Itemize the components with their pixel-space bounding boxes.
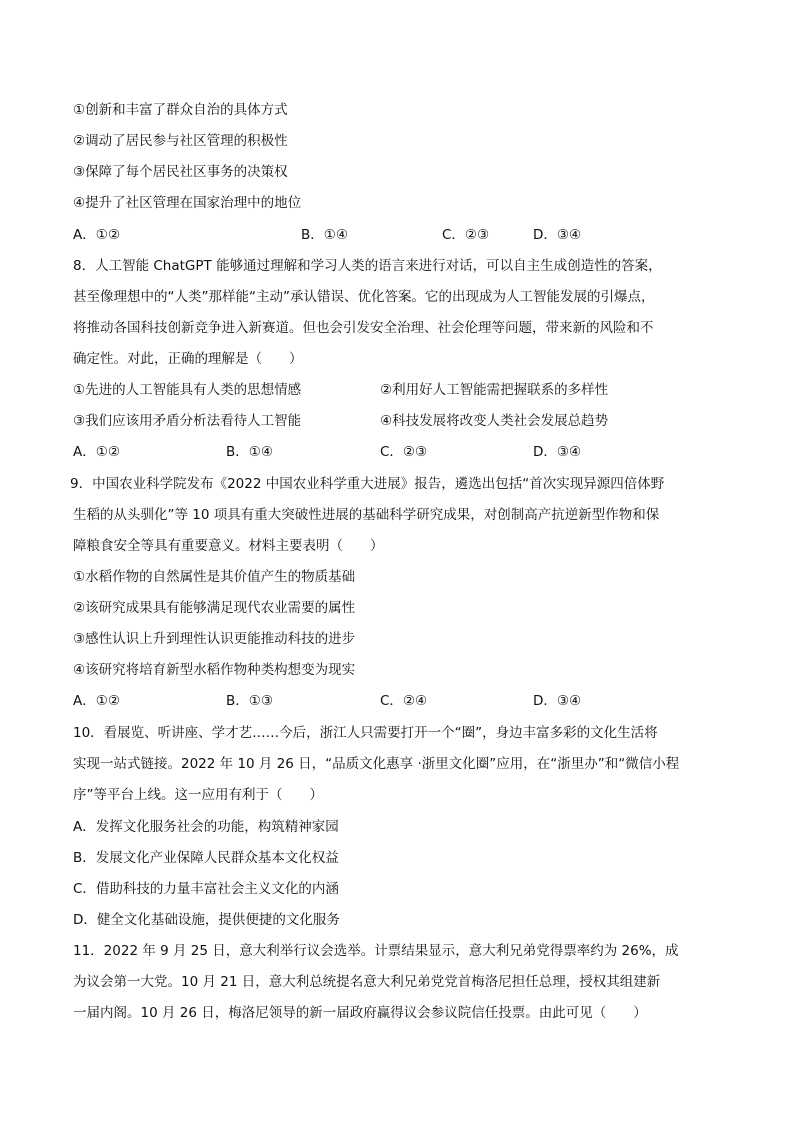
q9-statement-1: ①水稻作物的自然属性是其价值产生的物质基础 bbox=[73, 569, 356, 585]
q7-statement-4: ④提升了社区管理在国家治理中的地位 bbox=[73, 195, 302, 211]
q9-option-d[interactable]: D．③④ bbox=[533, 693, 582, 709]
q8-option-d[interactable]: D．③④ bbox=[533, 444, 582, 460]
q9-option-c[interactable]: C．②④ bbox=[380, 693, 428, 709]
q9-option-b[interactable]: B．①③ bbox=[226, 693, 273, 709]
q7-statement-1: ①创新和丰富了群众自治的具体方式 bbox=[73, 102, 288, 118]
q11-stem-line-3: 一届内阁。10 月 26 日，梅洛尼领导的新一届政府赢得议会参议院信任投票。由此可见（ ） bbox=[73, 1005, 647, 1021]
q9-options bbox=[73, 691, 733, 711]
q10-stem-line-2: 实现一站式链接。2022 年 10 月 26 日，“品质文化惠享 ·浙里文化圈”应用，在“浙里办”和“微信小程 bbox=[73, 756, 680, 772]
q7-option-d[interactable]: D．③④ bbox=[533, 227, 582, 243]
q8-statement-2: ②利用好人工智能需把握联系的多样性 bbox=[380, 382, 609, 398]
q7-statement-3: ③保障了每个居民社区事务的决策权 bbox=[73, 164, 288, 180]
q11-stem-line-1: 11．2022 年 9 月 25 日，意大利举行议会选举。计票结果显示，意大利兄弟党得票率约为 26%，成 bbox=[73, 943, 679, 959]
q9-stem-line-2: 生稻的从头驯化”等 10 项具有重大突破性进展的基础科学研究成果，对创制高产抗逆新型作物和保 bbox=[73, 507, 660, 523]
q10-option-b[interactable]: B．发展文化产业保障人民群众基本文化权益 bbox=[73, 850, 339, 866]
q10-stem-line-1: 10．看展览、听讲座、学才艺……今后，浙江人只需要打开一个“圈”，身边丰富多彩的文化生活将 bbox=[73, 725, 658, 741]
q7-option-a[interactable]: A．①② bbox=[73, 227, 120, 243]
q9-stem-line-1: 9．中国农业科学院发布《2022 中国农业科学重大进展》报告，遴选出包括“首次实现异源四倍体野 bbox=[70, 476, 665, 492]
q8-statement-1: ①先进的人工智能具有人类的思想情感 bbox=[73, 382, 302, 398]
q10-option-a[interactable]: A．发挥文化服务社会的功能，构筑精神家园 bbox=[73, 819, 339, 835]
q9-statement-4: ④该研究将培育新型水稻作物种类构想变为现实 bbox=[73, 662, 356, 678]
q8-option-c[interactable]: C．②③ bbox=[380, 444, 428, 460]
q9-statement-2: ②该研究成果具有能够满足现代农业需要的属性 bbox=[73, 600, 356, 616]
q7-statement-2: ②调动了居民参与社区管理的积极性 bbox=[73, 133, 288, 149]
q8-stem-line-2: 甚至像理想中的“人类”那样能“主动”承认错误、优化答案。它的出现成为人工智能发展的引爆点， bbox=[73, 289, 655, 305]
q9-option-a[interactable]: A．①② bbox=[73, 693, 120, 709]
q11-stem-line-2: 为议会第一大党。10 月 21 日，意大利总统提名意大利兄弟党党首梅洛尼担任总理，授权其组建新 bbox=[73, 974, 661, 990]
q9-statement-3: ③感性认识上升到理性认识更能推动科技的进步 bbox=[73, 631, 356, 647]
q10-option-c[interactable]: C．借助科技的力量丰富社会主义文化的内涵 bbox=[73, 881, 339, 897]
q8-option-a[interactable]: A．①② bbox=[73, 444, 120, 460]
q7-option-b[interactable]: B．①④ bbox=[301, 227, 348, 243]
q8-options bbox=[73, 442, 733, 462]
q8-stem-line-3: 将推动各国科技创新竞争进入新赛道。但也会引发安全治理、社会伦理等问题，带来新的风险和不 bbox=[73, 320, 654, 336]
q8-option-b[interactable]: B．①④ bbox=[226, 444, 273, 460]
q9-stem-line-3: 障粮食安全等具有重要意义。材料主要表明（ ） bbox=[73, 538, 384, 554]
q8-stem-line-4: 确定性。对此，正确的理解是（ ） bbox=[73, 351, 303, 367]
q8-statement-3: ③我们应该用矛盾分析法看待人工智能 bbox=[73, 413, 302, 429]
q7-options bbox=[73, 225, 733, 245]
q8-statement-4: ④科技发展将改变人类社会发展总趋势 bbox=[380, 413, 609, 429]
q8-stem-line-1: 8．人工智能 ChatGPT 能够通过理解和学习人类的语言来进行对话，可以自主生成创造性的答案， bbox=[73, 258, 662, 274]
q7-option-c[interactable]: C．②③ bbox=[442, 227, 490, 243]
q10-stem-line-3: 序”等平台上线。这一应用有利于（ ） bbox=[73, 787, 323, 803]
q10-option-d[interactable]: D．健全文化基础设施，提供便捷的文化服务 bbox=[73, 912, 340, 928]
